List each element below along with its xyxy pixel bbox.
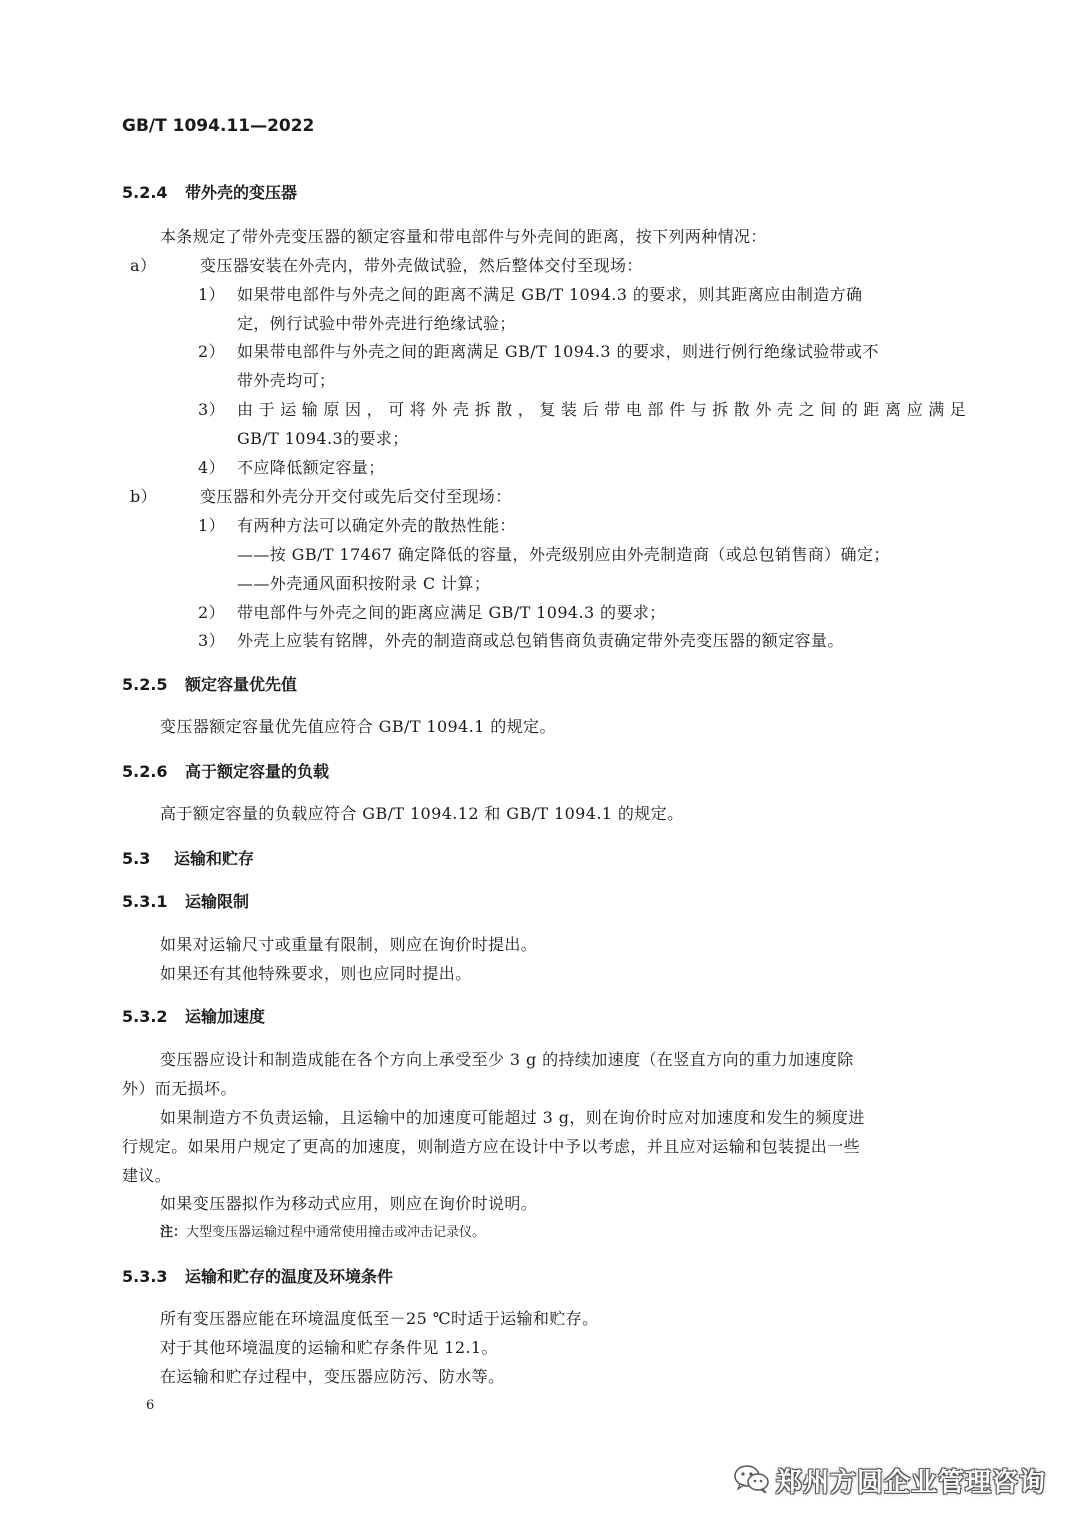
list-item-a4: 不应降低额定容量； [237,458,385,477]
list-item-b2: 带电部件与外壳之间的距离应满足 GB/T 1094.3 的要求； [237,603,666,622]
paragraph-5-2-5: 变压器额定容量优先值应符合 GB/T 1094.1 的规定。 [160,717,556,736]
heading-5-2-6 [122,759,329,782]
list-item-b1: 有两种方法可以确定外壳的散热性能： [237,516,516,535]
standard-number: GB/T 1094.11—2022 [122,116,315,136]
note-text: 大型变压器运输过程中通常使用撞击或冲击记录仪。 [186,1225,486,1240]
section-number: 5.3.3 [122,1267,168,1286]
list-label-a: a） [130,256,157,275]
list-label-a4: 4） [198,458,225,477]
list-item-b: 变压器和外壳分开交付或先后交付至现场： [200,487,512,506]
paragraph-5-3-1-1: 如果对运输尺寸或重量有限制，则应在询价时提出。 [160,935,538,954]
section-title: 额定容量优先值 [185,675,298,694]
section-title: 运输限制 [185,892,250,911]
list-item-b1-dash2: ——外壳通风面积按附录 C 计算； [237,574,491,593]
list-label-b3: 3） [198,631,225,650]
paragraph-5-3-3-2: 对于其他环境温度的运输和贮存条件见 12.1。 [160,1338,498,1357]
list-item-a2-line2: 带外壳均可； [237,371,336,390]
section-number: 5.2.5 [122,675,168,694]
heading-5-3-2 [122,1004,265,1027]
paragraph-5-3-2-1-line2: 外）而无损坏。 [122,1079,237,1098]
list-label-b: b） [130,487,158,506]
paragraph-5-3-2-2-line1: 如果制造方不负责运输，且运输中的加速度可能超过 3 g，则在询价时应对加速度和发生的频度进 [160,1108,865,1127]
section-title: 带外壳的变压器 [185,183,298,202]
paragraph-5-3-3-3: 在运输和贮存过程中，变压器应防污、防水等。 [160,1367,505,1386]
list-item-a1-line1: 如果带电部件与外壳之间的距离不满足 GB/T 1094.3 的要求，则其距离应由制造方确 [237,285,863,304]
watermark-text: 郑州方圆企业管理咨询 [776,1468,1047,1498]
heading-5-2-4 [122,180,297,203]
paragraph-5-2-4-intro: 本条规定了带外壳变压器的额定容量和带电部件与外壳间的距离，按下列两种情况： [160,227,767,246]
list-label-b1: 1） [198,516,225,535]
paragraph-5-3-1-2: 如果还有其他特殊要求，则也应同时提出。 [160,964,472,983]
paragraph-5-3-2-1-line1: 变压器应设计和制造成能在各个方向上承受至少 3 g 的持续加速度（在竖直方向的重力加速度除 [160,1050,854,1069]
list-label-a2: 2） [198,342,225,361]
list-label-a1: 1） [198,285,225,304]
list-item-b3: 外壳上应装有铭牌，外壳的制造商或总包销售商负责确定带外壳变压器的额定容量。 [237,631,844,650]
paragraph-5-3-2-3: 如果变压器拟作为移动式应用，则应在询价时说明。 [160,1194,538,1213]
paragraph-5-3-2-2-line3: 建议。 [122,1166,172,1185]
paragraph-5-3-3-1: 所有变压器应能在环境温度低至－25 ℃时适于运输和贮存。 [160,1309,599,1328]
section-title: 运输和贮存的温度及环境条件 [185,1267,394,1286]
list-item-a1-line2: 定，例行试验中带外壳进行绝缘试验； [237,314,516,333]
list-label-b2: 2） [198,603,225,622]
section-number: 5.3.1 [122,892,168,911]
paragraph-5-2-6: 高于额定容量的负载应符合 GB/T 1094.12 和 GB/T 1094.1 的规定。 [160,804,684,823]
wechat-icon [733,1463,771,1495]
section-title: 运输加速度 [185,1007,266,1026]
list-item-a3-line1: 由于运输原因，可将外壳拆散，复装后带电部件与拆散外壳之间的距离应满足 [237,400,972,419]
list-label-a3: 3） [198,400,225,419]
note-label: 注： [160,1225,187,1240]
section-number: 5.2.4 [122,183,168,202]
heading-5-2-5 [122,672,297,695]
paragraph-5-3-2-2-line2: 行规定。如果用户规定了更高的加速度，则制造方应在设计中予以考虑，并且应对运输和包装提出一些 [122,1137,861,1156]
section-title: 高于额定容量的负载 [185,762,330,781]
list-item-a3-line2: GB/T 1094.3的要求； [237,429,409,448]
note [160,1221,485,1240]
list-item-b1-dash1: ——按 GB/T 17467 确定降低的容量，外壳级别应由外壳制造商（或总包销售商）确定； [237,545,890,564]
list-item-a: 变压器安装在外壳内，带外壳做试验，然后整体交付至现场： [200,256,643,275]
list-item-a2-line1: 如果带电部件与外壳之间的距离满足 GB/T 1094.3 的要求，则进行例行绝缘试验带或不 [237,342,879,361]
heading-5-3 [122,846,254,869]
section-title: 运输和贮存 [174,849,255,868]
page-number: 6 [146,1398,155,1413]
heading-5-3-1 [122,889,249,912]
section-number: 5.3 [122,849,151,868]
section-number: 5.2.6 [122,762,168,781]
heading-5-3-3 [122,1264,393,1287]
section-number: 5.3.2 [122,1007,168,1026]
